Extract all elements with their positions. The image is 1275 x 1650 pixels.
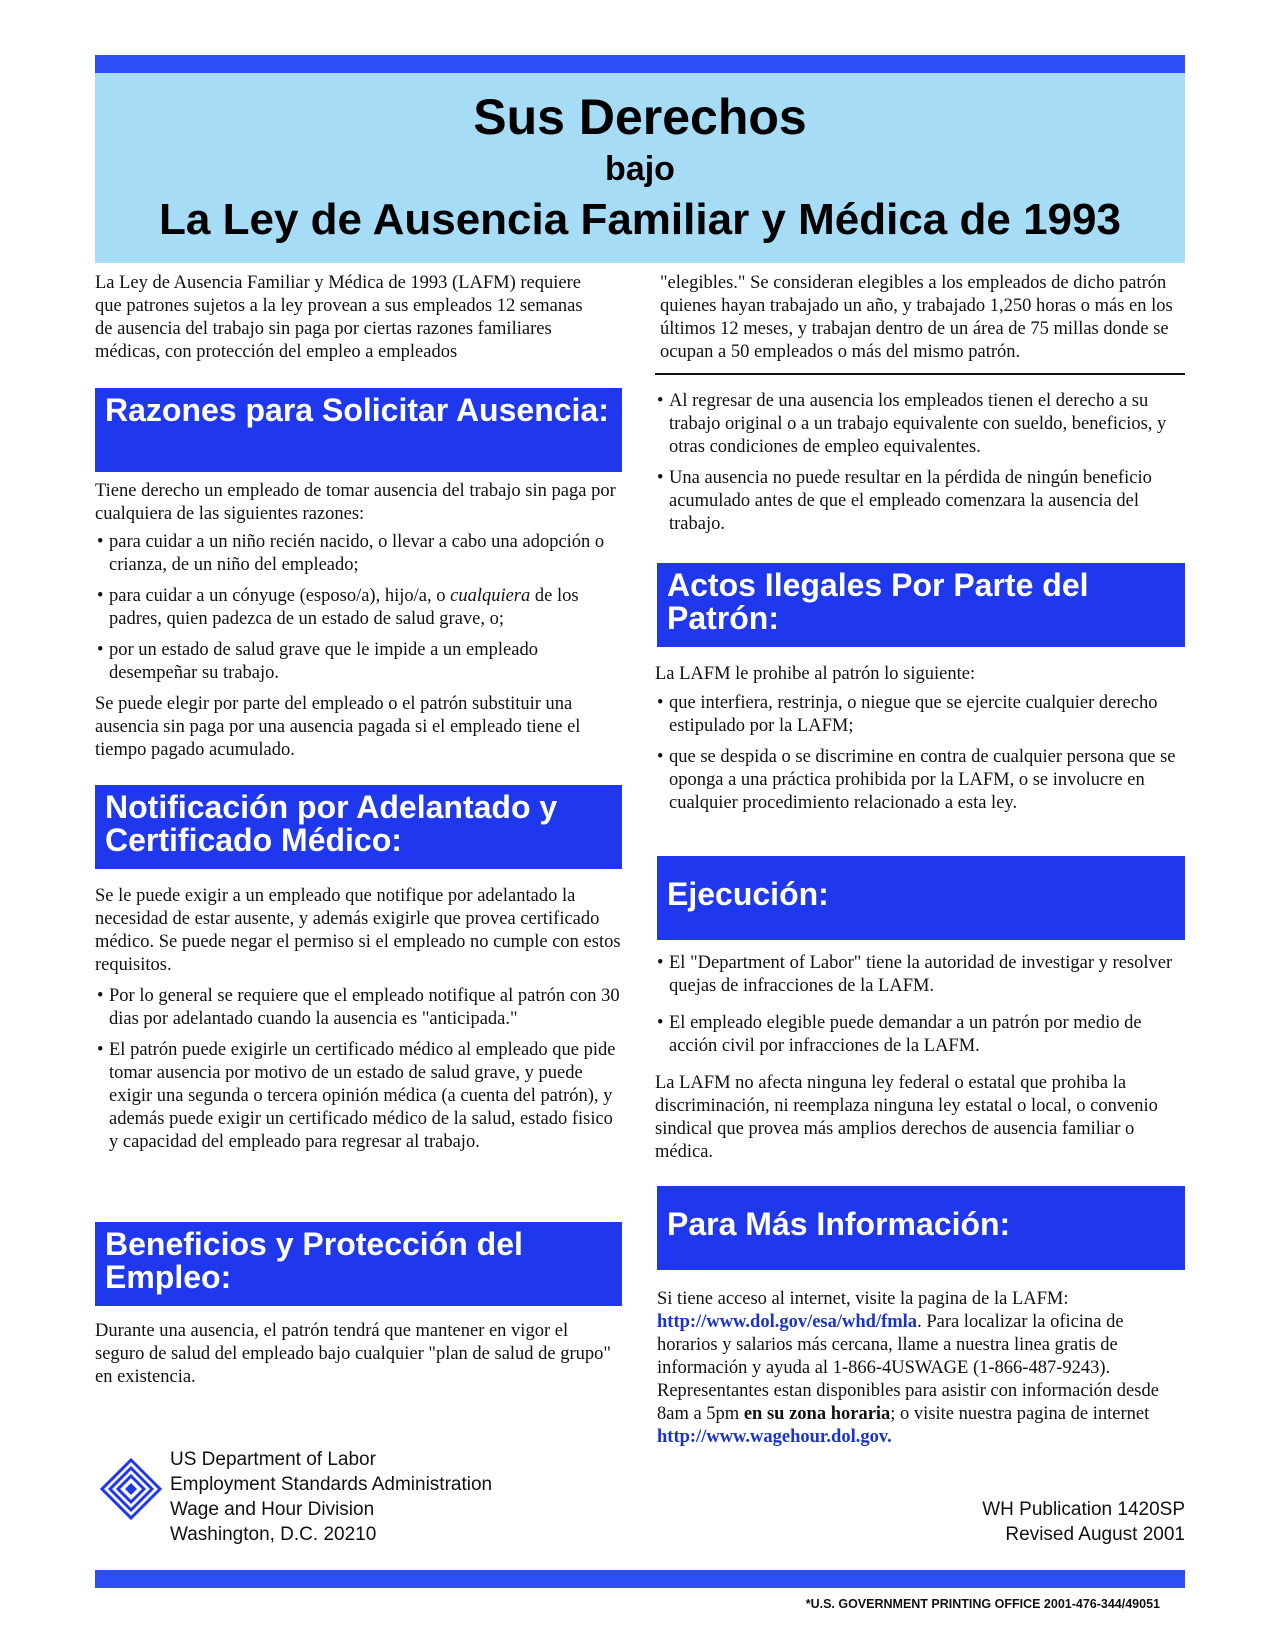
actos-intro: La LAFM le prohibe al patrón lo siguiente: <box>655 664 976 684</box>
list-item: • que se despida o se discrimine en contra de cualquier persona que se oponga a una práctica prohibida por la LAFM, o se involucre en cualquier procedimiento relacionado a esta ley. <box>655 746 1185 815</box>
list-item: • Al regresar de una ausencia los empleados tienen el derecho a su trabajo original o a un trabajo equivalente con sueldo, beneficios, y otras condiciones de empleo equivalentes. <box>655 390 1185 459</box>
list-item: • que interfiera, restrinja, o niegue que se ejercite cualquier derecho estipulado por la LAFM; <box>655 692 1185 738</box>
heading-beneficios: Beneficios y Protección del Empleo: <box>95 1222 622 1306</box>
section-actos <box>655 663 1185 823</box>
department-line-1: US Department of Labor <box>170 1449 376 1470</box>
page-title: Sus Derechos <box>473 89 807 145</box>
top-bar <box>95 55 1185 73</box>
list-item: • Una ausencia no puede resultar en la pérdida de ningún beneficio acumulado antes de que el empleado comenzara la ausencia del trabajo. <box>655 467 1185 536</box>
wagehour-link[interactable]: http://www.wagehour.dol.gov. <box>657 1427 892 1447</box>
intro-right: "elegibles." Se consideran elegibles a los empleados de dicho patrón quienes hayan trabajado un año, y trabajado 1,250 horas o más en los últimos 12 meses, y trabajan dentro de un área de 75 millas donde se ocupan a 50 empleados o más del mismo patrón. <box>660 273 1173 362</box>
heading-razones: Razones para Solicitar Ausencia: <box>95 388 622 472</box>
list-item <box>95 585 620 631</box>
notificacion-list <box>95 985 625 1154</box>
razones-closing: Se puede elegir por parte del empleado o el patrón substituir una ausencia sin paga por una ausencia pagada si el empleado tiene el tiempo pagado acumulado. <box>95 694 581 760</box>
info-bold: en su zona horaria <box>743 1404 891 1424</box>
department-line-3: Wage and Hour Division <box>170 1499 375 1520</box>
gpo-imprint: *U.S. GOVERNMENT PRINTING OFFICE 2001-476-344/49051 <box>805 1597 1160 1611</box>
info-text-1: Si tiene acceso al internet, visite la pagina de la LAFM: <box>657 1289 1069 1309</box>
heading-actos: Actos Ilegales Por Parte del Patrón: <box>657 563 1185 647</box>
info-text-3: ; o visite nuestra pagina de internet <box>890 1404 1150 1424</box>
section-notificacion <box>95 885 625 1162</box>
page-subtitle-connector: bajo <box>605 150 675 188</box>
info-text <box>657 1288 1185 1449</box>
list-item: • El patrón puede exigirle un certificado médico al empleado que pide tomar ausencia por motivo de un estado de salud grave, y puede exigir una segunda o tercera opinión médica (a cuenta del patrón), y además puede exigir un certificado médico de la salud, estado fisico y capacidad del empleado para regresar al trabajo. <box>95 1039 625 1154</box>
ejecucion-closing: La LAFM no afecta ninguna ley federal o estatal que prohiba la discriminación, ni reemplaza ninguna ley estatal o local, o convenio sindical que provea más amplios derechos de ausencia familiar o médica. <box>655 1073 1158 1162</box>
list-item: • por un estado de salud grave que le impide a un empleado desempeñar su trabajo. <box>95 639 620 685</box>
section-razones <box>95 480 620 762</box>
info-text-2: . Para localizar la oficina de horarios y salarios más cercana, llame a nuestra linea gratis de información y ayuda al 1-866-4USWAGE (1-866-487-9243). Representantes estan disponibles para asistir con información desde 8am a 5pm <box>657 1312 1159 1424</box>
fmla-link[interactable]: http://www.dol.gov/esa/whd/fmla <box>657 1312 918 1332</box>
publication-block <box>982 1497 1185 1547</box>
razones-intro: Tiene derecho un empleado de tomar ausencia del trabajo sin paga por cualquiera de las siguientes razones: <box>95 481 616 524</box>
department-line-2: Employment Standards Administration <box>170 1474 493 1495</box>
intro-left: La Ley de Ausencia Familiar y Médica de 1993 (LAFM) requiere que patrones sujetos a la ley provean a sus empleados 12 semanas de ausencia del trabajo sin paga por ciertas razones familiares médicas, con protección del empleo a empleados <box>95 273 583 362</box>
list-item: • Por lo general se requiere que el empleado notifique al patrón con 30 dias por adelantado cuando la ausencia es "anticipada." <box>95 985 625 1031</box>
publication-number: WH Publication 1420SP <box>982 1499 1185 1520</box>
list-item: • para cuidar a un niño recién nacido, o llevar a cabo una adopción o crianza, de un niño del empleado; <box>95 531 620 577</box>
razones-bullet2-end: de los padres, quien padezca de un estado de salud grave, o; <box>109 586 579 629</box>
dol-logo-icon <box>100 1458 162 1520</box>
divider <box>655 373 1185 375</box>
beneficios-list <box>655 390 1185 544</box>
razones-bullet2-start: para cuidar a un cónyuge (esposo/a), hijo/a, o <box>109 586 451 606</box>
heading-info: Para Más Información: <box>657 1186 1185 1270</box>
publication-revised: Revised August 2001 <box>1005 1524 1185 1545</box>
razones-bullet2-emphasis: cualquiera <box>450 586 531 606</box>
department-block <box>170 1447 492 1547</box>
list-item: • El "Department of Labor" tiene la autoridad de investigar y resolver quejas de infracciones de la LAFM. <box>655 952 1185 998</box>
razones-list <box>95 531 620 685</box>
heading-notificacion: Notificación por Adelantado y Certificado Médico: <box>95 785 622 869</box>
notificacion-intro: Se le puede exigir a un empleado que notifique por adelantado la necesidad de estar ausente, y además exigirle que provea certificado médico. Se puede negar el permiso si el empleado no cumple con estos requisitos. <box>95 886 621 975</box>
ejecucion-list <box>655 952 1185 1058</box>
bottom-bar <box>95 1570 1185 1588</box>
heading-ejecucion: Ejecución: <box>657 856 1185 940</box>
beneficios-intro: Durante una ausencia, el patrón tendrá que mantener en vigor el seguro de salud del empleado bajo cualquier "plan de salud de grupo" en existencia. <box>95 1321 611 1387</box>
page-subtitle: La Ley de Ausencia Familiar y Médica de 1993 <box>159 195 1121 244</box>
actos-list <box>655 692 1185 815</box>
department-line-4: Washington, D.C. 20210 <box>170 1524 377 1545</box>
section-ejecucion <box>655 952 1185 1164</box>
list-item: • El empleado elegible puede demandar a un patrón por medio de acción civil por infracciones de la LAFM. <box>655 1012 1185 1058</box>
